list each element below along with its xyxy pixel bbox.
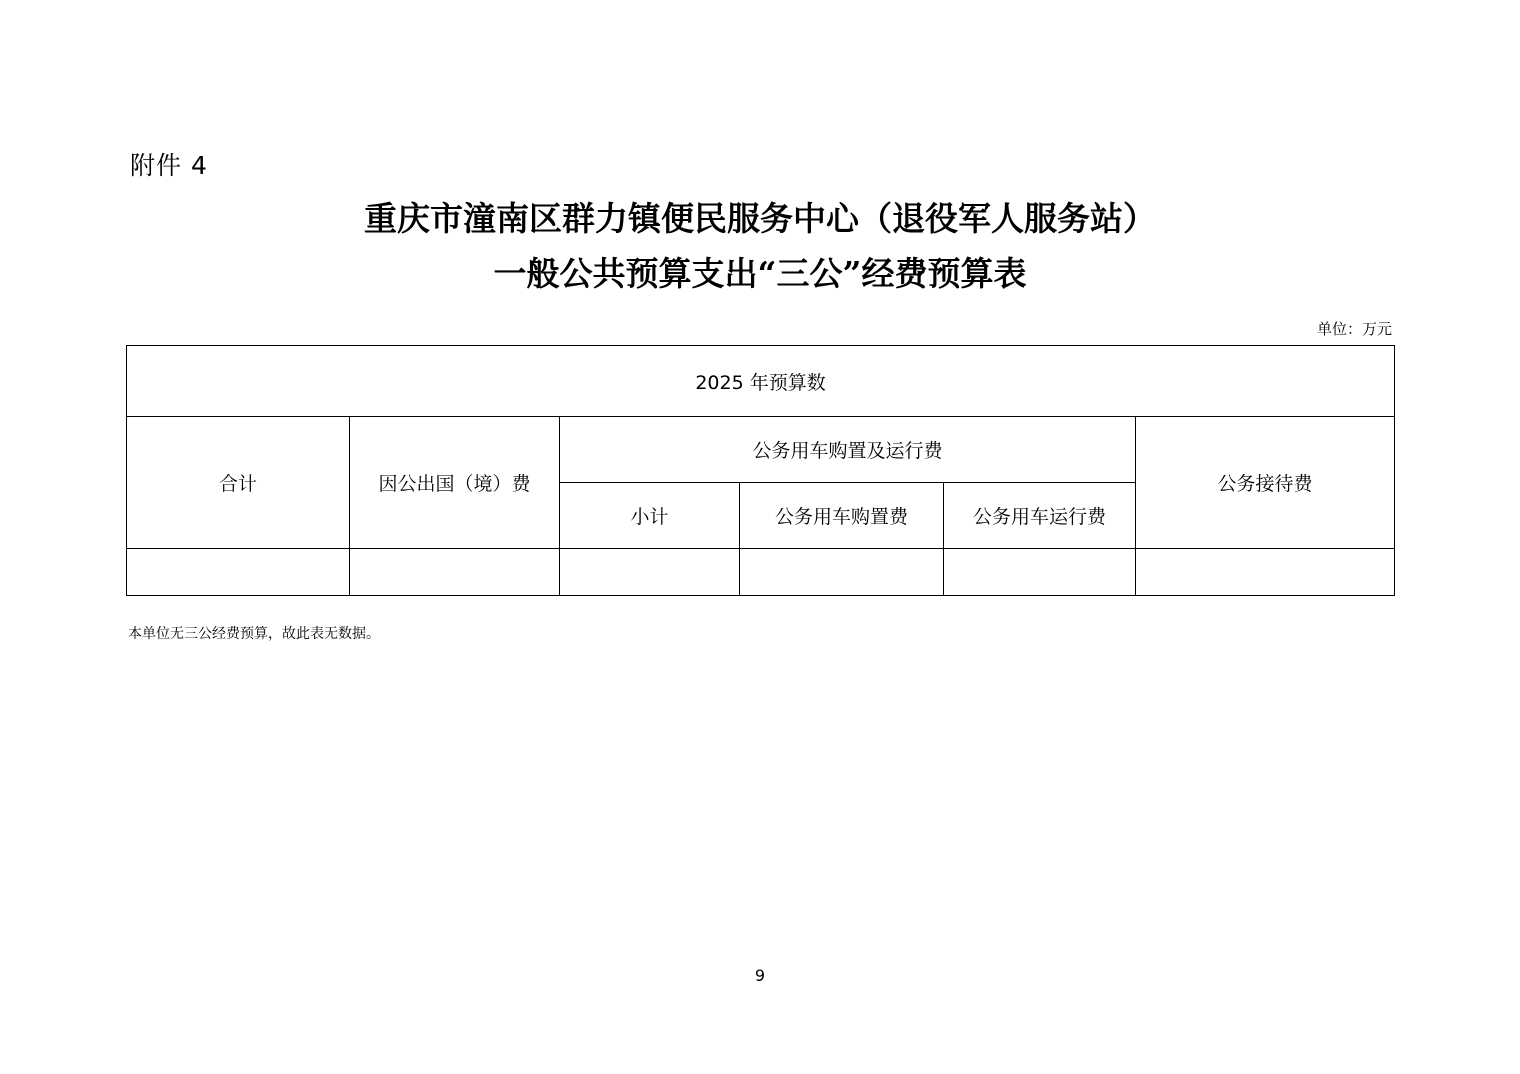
footnote: 本单位无三公经费预算，故此表无数据。: [128, 626, 380, 642]
data-cell-total: [127, 549, 350, 596]
col-abroad-header: 因公出国（境）费: [350, 417, 560, 549]
data-cell-abroad: [350, 549, 560, 596]
page-number: 9: [754, 966, 766, 985]
col-subtotal-header: 小计: [560, 483, 740, 549]
header-year-cell: 2025 年预算数: [127, 346, 1395, 417]
budget-table: [126, 345, 1395, 596]
col-vehicle-purchase-header: 公务用车购置费: [740, 483, 944, 549]
table-subheader-row: [127, 417, 1395, 483]
data-cell-reception: [1136, 549, 1395, 596]
col-total-header: 合计: [127, 417, 350, 549]
data-cell-vehicle-operation: [944, 549, 1136, 596]
col-vehicle-operation-header: 公务用车运行费: [944, 483, 1136, 549]
table-header-row: [127, 346, 1395, 417]
data-cell-subtotal: [560, 549, 740, 596]
attachment-label: 附件 4: [130, 151, 208, 180]
col-reception-header: 公务接待费: [1136, 417, 1395, 549]
table-row: [127, 549, 1395, 596]
data-cell-vehicle-purchase: [740, 549, 944, 596]
col-vehicle-group-header: 公务用车购置及运行费: [560, 417, 1136, 483]
document-title-line2: 一般公共预算支出“三公”经费预算表: [493, 254, 1027, 293]
unit-label: 单位：万元: [1316, 320, 1392, 338]
document-title-line1: 重庆市潼南区群力镇便民服务中心（退役军人服务站）: [364, 199, 1156, 238]
